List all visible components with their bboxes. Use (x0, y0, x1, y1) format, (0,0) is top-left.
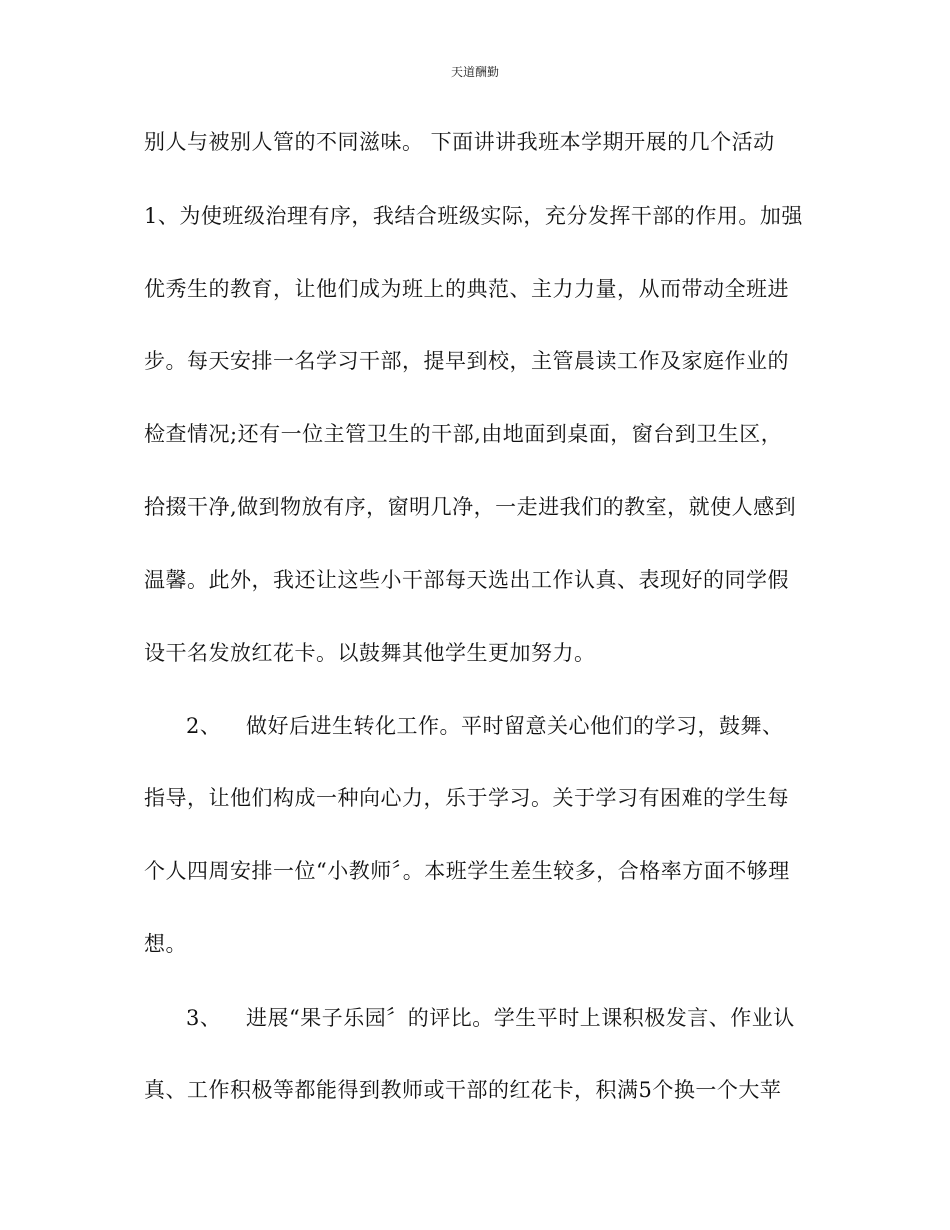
list-item-2 (186, 712, 826, 740)
item-number: 3、 (186, 1006, 222, 1030)
body-line: 指导，让他们构成一种向心力，乐于学习。关于学习有困难的学生每 (144, 786, 789, 810)
list-item-3 (186, 1004, 826, 1032)
item-number: 2、 (186, 714, 222, 738)
body-line: 进展“果子乐园〞的评比。学生平时上课积极发言、作业认 (246, 1006, 795, 1030)
body-line: 别人与被别人管的不同滋味。 下面讲讲我班本学期开展的几个活动 (144, 130, 775, 154)
body-line: 做好后进生转化工作。平时留意关心他们的学习，鼓舞、 (246, 714, 784, 738)
body-line: 真、工作积极等都能得到教师或干部的红花卡，积满5个换一个大苹 (144, 1078, 782, 1102)
page-header: 天道酬勤 (450, 65, 499, 79)
body-line: 优秀生的教育，让他们成为班上的典范、主力力量，从而带动全班进 (144, 277, 789, 301)
body-line: 温馨。此外，我还让这些小干部每天选出工作认真、表现好的同学假 (144, 568, 789, 592)
body-line: 步。每天安排一名学习干部，提早到校，主管晨读工作及家庭作业的 (144, 349, 789, 373)
body-line: 想。 (144, 932, 187, 956)
body-line: 检查情况;还有一位主管卫生的干部,由地面到桌面，窗台到卫生区， (144, 422, 783, 446)
body-line: 拾掇干净,做到物放有序，窗明几净，一走进我们的教室，就使人感到 (144, 495, 797, 519)
body-line: 设干名发放红花卡。以鼓舞其他学生更加努力。 (144, 641, 596, 665)
body-line: 个人四周安排一位“小教师〞。本班学生差生较多，合格率方面不够理 (144, 859, 790, 883)
body-line: 1、为使班级治理有序，我结合班级实际，充分发挥干部的作用。加强 (144, 204, 803, 228)
